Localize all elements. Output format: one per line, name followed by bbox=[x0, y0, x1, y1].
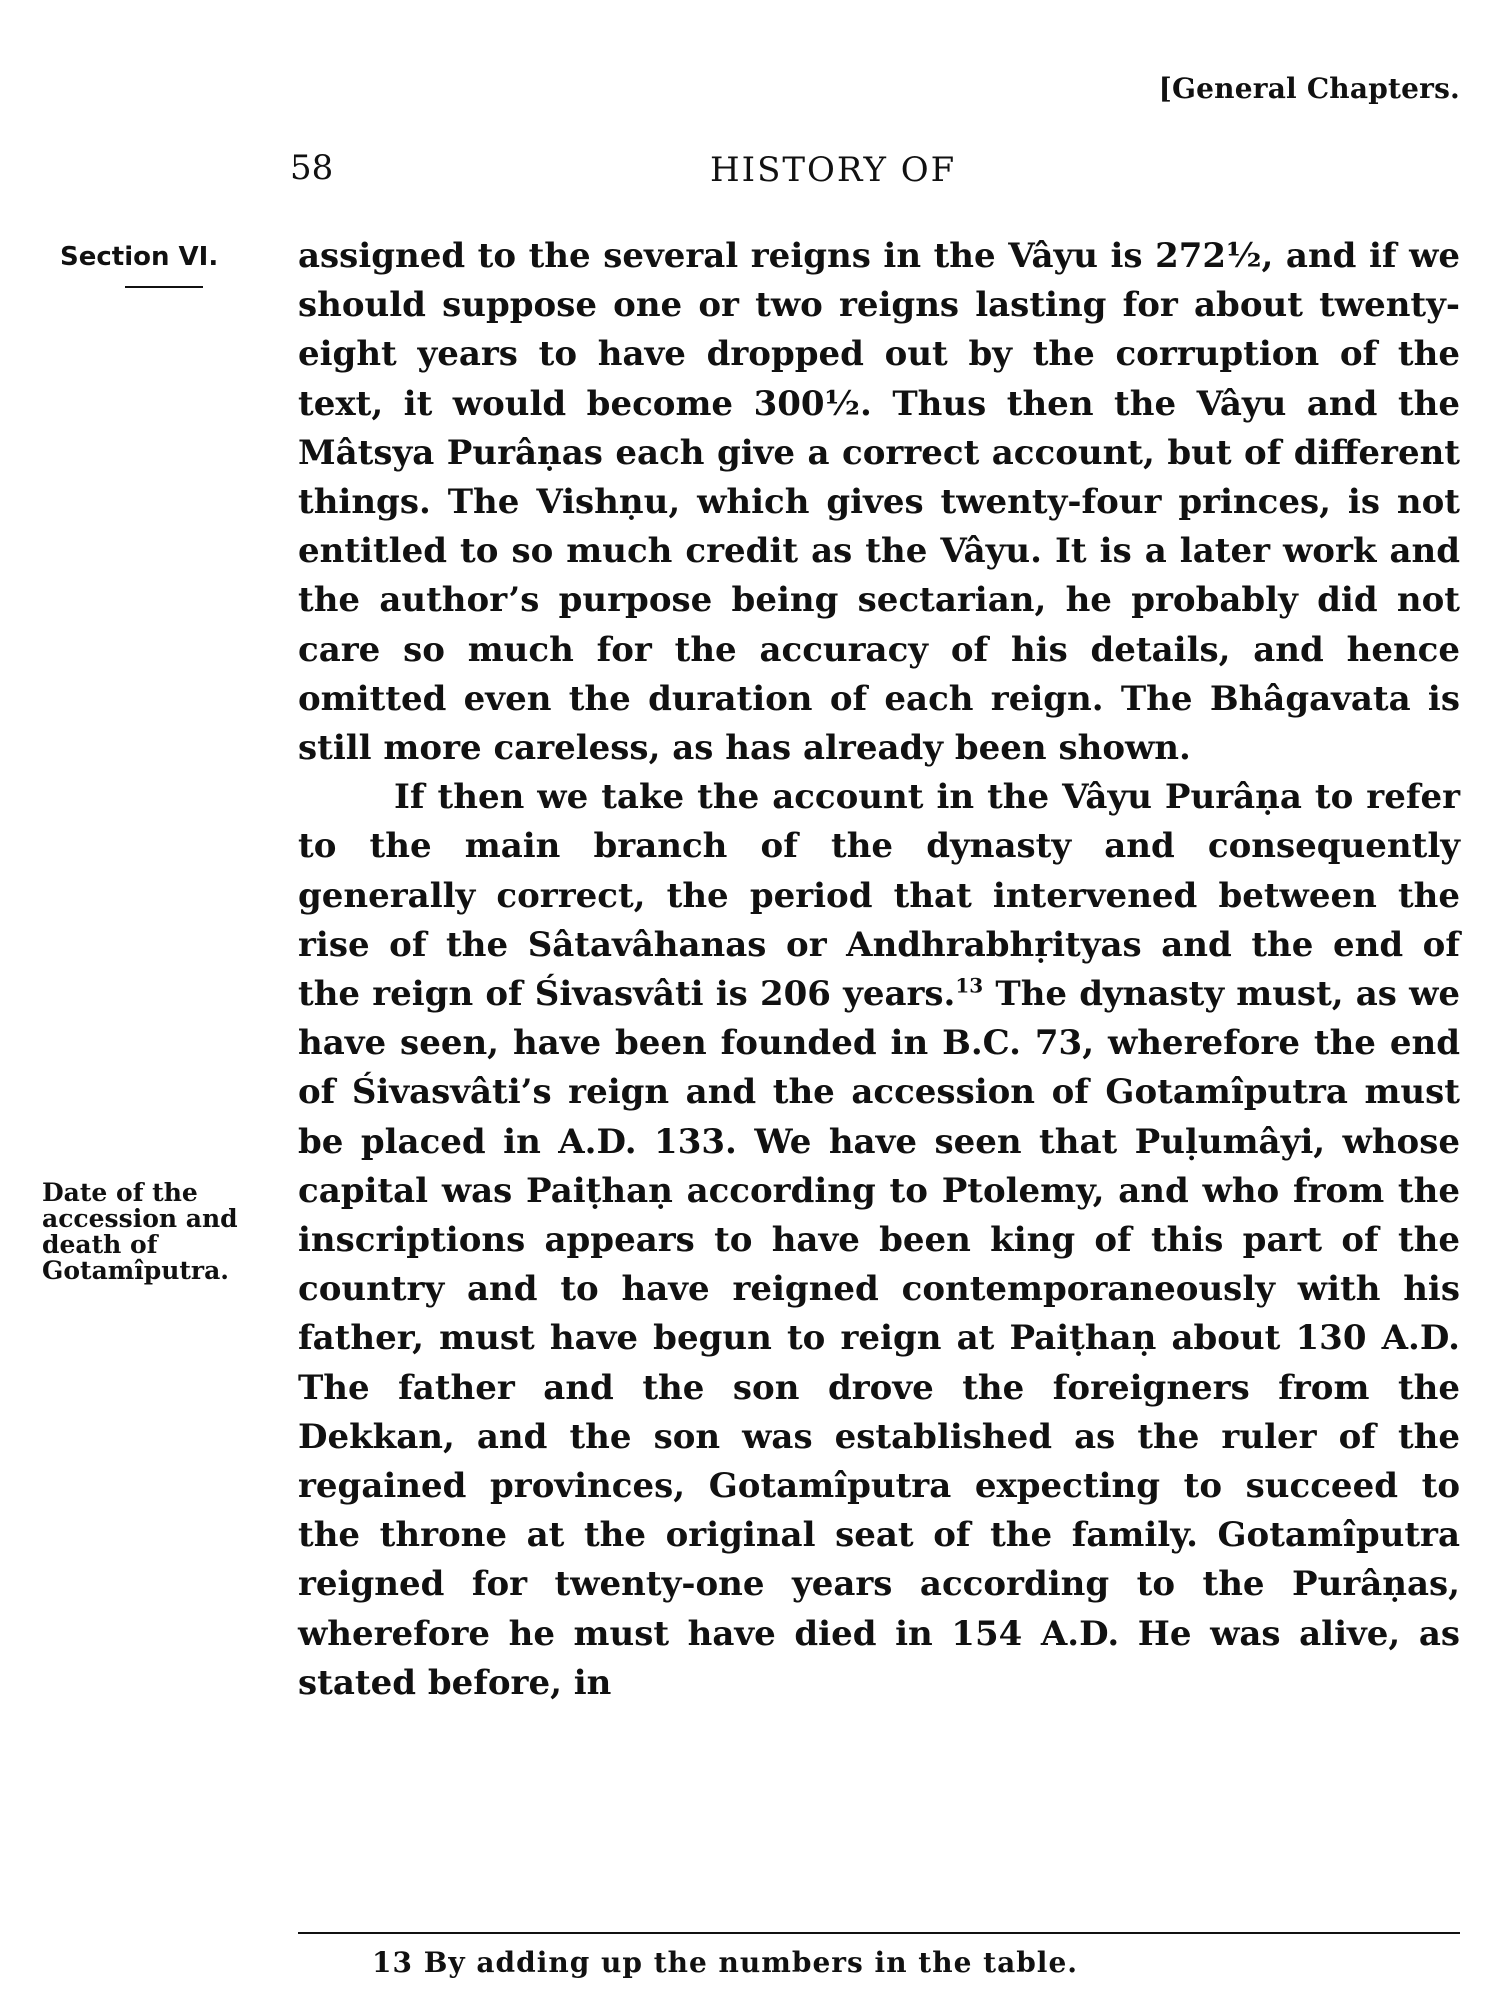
body-text bbox=[298, 232, 1460, 1708]
footnote: 13 By adding up the numbers in the table. bbox=[372, 1946, 1078, 1979]
section-rule bbox=[125, 286, 203, 288]
page-number: 58 bbox=[290, 148, 334, 188]
paragraph-2 bbox=[298, 773, 1460, 1708]
section-label: Section VI. bbox=[60, 242, 219, 272]
footnote-reference: 13 bbox=[955, 973, 984, 998]
margin-note: Date of the accession and death of Gotamîputra. bbox=[42, 1178, 238, 1285]
paragraph-2-part-b: The dynasty must, as we have seen, have been founded in B.C. 73, wherefore the end of Śivasvâti’s reign and the accession of Gotamîputra must be placed in A.D. 133. We have seen that Puḷumâyi, whose capital was Paiṭhaṇ according to Ptolemy, and who from the inscriptions appears to have been king of this part of the country and to have reigned contemporaneously with his father, must have begun to reign at Paiṭhaṇ about 130 A.D. The father and the son drove the foreigners from the Dekkan, and the son was established as the ruler of the regained provinces, Gotamîputra expecting to succeed to the throne at the original seat of the family. Gotamîputra reigned for twenty-one years according to the Purâṇas, wherefore he must have died in 154 A.D. He was alive, as stated before, in bbox=[298, 974, 1460, 1703]
running-head: [General Chapters. bbox=[1158, 72, 1460, 105]
paragraph-1: assigned to the several reigns in the Vâyu is 272½, and if we should suppose one or two reigns lasting for about twenty-eight years to have dropped out by the corruption of the text, it would become 300½. Thus then the Vâyu and the Mâtsya Purâṇas each give a correct account, but of different things. The Vishṇu, which gives twenty-four princes, is not entitled to so much credit as the Vâyu. It is a later work and the author’s purpose being sectarian, he probably did not care so much for the accuracy of his details, and hence omitted even the duration of each reign. The Bhâgavata is still more careless, as has already been shown. bbox=[298, 236, 1460, 769]
page-title: HISTORY OF bbox=[710, 150, 957, 190]
footnote-divider bbox=[298, 1932, 1460, 1934]
paragraph-2-part-a: If then we take the account in the Vâyu Purâṇa to refer to the main branch of the dynasty and consequently generally correct, the period that intervened between the rise of the Sâtavâhanas or Andhrabhṛityas and the end of the reign of Śivasvâti is 206 years. bbox=[298, 777, 1460, 1015]
